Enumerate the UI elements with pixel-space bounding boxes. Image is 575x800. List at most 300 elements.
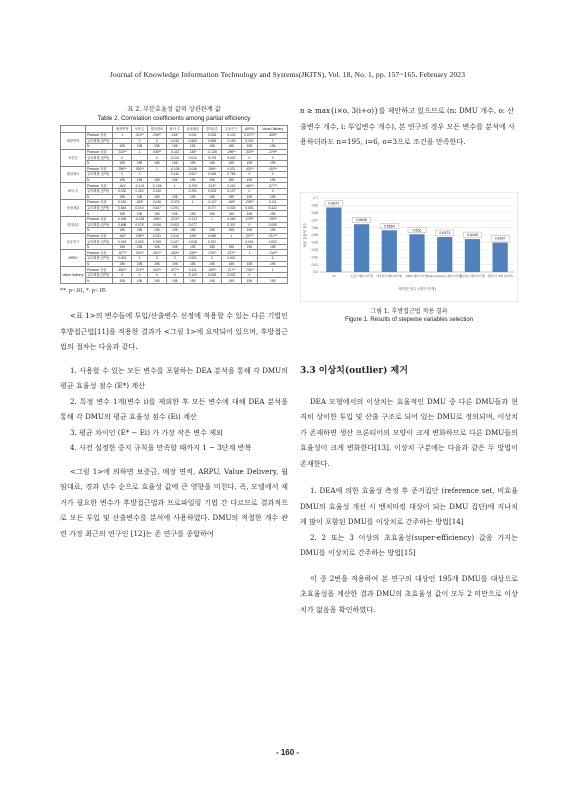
left-text: [60, 308, 288, 541]
table-cell: .183*: [132, 200, 147, 206]
table-cell: 195: [167, 278, 184, 284]
table-cell: .275**: [202, 250, 221, 256]
stat-label-cell: 유의확률 (양측): [86, 205, 113, 211]
table-cell: 195: [113, 244, 132, 250]
table-cell: 0.021: [222, 166, 241, 172]
table-cell: 0.337: [222, 222, 241, 228]
y-tick-label: 0.68: [311, 210, 318, 215]
table-cell: 195: [241, 211, 258, 217]
table-cell: 0.127: [167, 239, 184, 245]
table-cell: 195: [147, 160, 166, 166]
stat-label-cell: Pearson 상관: [86, 250, 113, 256]
table-cell: 195: [258, 278, 288, 284]
y-tick-label: 0.61: [311, 262, 318, 267]
table-cell: 0.337: [202, 239, 221, 245]
table-cell: 195: [132, 261, 147, 267]
table-cell: 0.021: [147, 233, 166, 239]
table-cell: 0.227**: [241, 133, 258, 139]
table-cell: 0.010: [183, 155, 202, 161]
table-header-cell: ARPU: [241, 126, 258, 133]
table-cell: .169*: [222, 200, 241, 206]
table-row: [61, 200, 288, 206]
table-cell: 195: [183, 228, 202, 234]
table-cell: 0.103: [222, 133, 241, 139]
table-cell: 195: [258, 261, 288, 267]
table-cell: 0: [241, 188, 258, 194]
table-cell: 0.075: [202, 155, 221, 161]
table-cell: 0.291: [167, 205, 184, 211]
bar: [437, 236, 452, 271]
table-cell: 0.028: [113, 216, 132, 222]
stat-label-cell: 유의확률 (양측): [86, 222, 113, 228]
table-cell: 0.698: [202, 138, 221, 144]
table-row: [61, 267, 288, 273]
table-cell: 195: [183, 177, 202, 183]
stat-label-cell: 유의확률 (양측): [86, 188, 113, 194]
table-cell: .377**: [167, 267, 184, 273]
table-cell: -0.128: [202, 149, 221, 155]
y-axis-label: 평균 효율성 점수: [303, 221, 307, 248]
table-cell: 195: [113, 211, 132, 217]
table-cell: 0: [147, 272, 166, 278]
x-tick-label: 월임대료 제외 (5단계): [459, 274, 486, 278]
table-cell: 195: [113, 228, 132, 234]
table-cell: 195: [222, 228, 241, 234]
paragraph: 이 중 2번을 적용하여 본 연구의 대상인 195개 DMU를 대상으로 초효율성을 계산한 결과 DMU의 초효율성 값이 모두 2 미만으로 이상치가 없음을 확인하였다.: [300, 573, 518, 614]
paragraph: 1. DEA에 의한 효율성 측정 후 준거집단 (reference set, 비효율 DMU의 효율성 개선 시 벤치마킹 대상이 되는 DMU 집단)에 지나치게 많이 포함된 DMU를 이상치로 간주하는 방법[14]: [300, 486, 518, 526]
table-cell: 195: [183, 211, 202, 217]
stat-label-cell: N: [86, 244, 113, 250]
stat-label-cell: N: [86, 278, 113, 284]
table-cell: .303**: [241, 149, 258, 155]
table-cell: .406**: [113, 267, 132, 273]
table-cell: 0.031: [183, 133, 202, 139]
table-cell: 195: [167, 261, 184, 267]
table-cell: 0.003: [202, 188, 221, 194]
stat-label-cell: Pearson 상관: [86, 267, 113, 273]
table-cell: 195: [258, 228, 288, 234]
table-cell: 0.031: [113, 200, 132, 206]
table-cell: 195: [241, 228, 258, 234]
stat-label-cell: 유의확률 (양측): [86, 155, 113, 161]
table-cell: 195: [167, 160, 184, 166]
variable-name-cell: 경과년수: [61, 216, 86, 233]
table-cell: 0: [132, 138, 147, 144]
table-cell: 195: [258, 211, 288, 217]
paragraph: <그림 1>에 의하면 보증금, 매장 면적, ARPU, Value Delivery, 월 임대료, 경과 년수 순으로 효율성 값에 큰 영향을 미친다. 즉, 모델에서 제거가 필요한 변수가 후방접근법과 프로파일링 기법 간 다르므로 결과적으로 모든 투입 및 산출변수를 분석에 사용하였다. DMU의 적절한 개수 관련 가장 최근의 연구인 [12]는 존 연구를 종합하여: [60, 466, 288, 538]
table-cell: 195: [222, 211, 241, 217]
bar-chart: [300, 192, 518, 302]
table-cell: 0: [132, 172, 147, 178]
table-cell: 0: [147, 256, 166, 262]
table-cell: .296**: [147, 133, 166, 139]
table-cell: 0.663: [113, 205, 132, 211]
table-cell: .199**: [258, 216, 288, 222]
table-cell: -0.106: [147, 183, 166, 189]
table-body: [61, 133, 288, 284]
table-cell: 195: [147, 211, 166, 217]
table-cell: 195: [258, 244, 288, 250]
variable-name-cell: 매장면적: [61, 133, 86, 150]
table-cell: 0.046: [147, 200, 166, 206]
table-cell: 0: [113, 272, 132, 278]
table-cell: 0.018: [222, 205, 241, 211]
table-cell: 0.001: [241, 138, 258, 144]
table-cell: 0.001: [183, 256, 202, 262]
variable-name-cell: 유동인구: [61, 233, 86, 250]
table-cell: 195: [113, 278, 132, 284]
table-cell: 0: [202, 256, 221, 262]
data-label: 0.6473: [439, 230, 451, 235]
table-cell: 0.110: [167, 233, 184, 239]
bar: [493, 242, 508, 271]
table-cell: 195: [113, 144, 132, 150]
table-cell: .228**: [241, 200, 258, 206]
table-cell: -0.076: [167, 200, 184, 206]
table-cell: 195: [167, 177, 184, 183]
table-cell: .303**: [132, 250, 147, 256]
y-tick-label: 0.65: [311, 232, 318, 237]
section-title: 3.3 이상치(outlier) 제거: [300, 365, 408, 376]
table-cell: 1: [183, 200, 202, 206]
table-cell: 0: [241, 155, 258, 161]
variable-name-cell: ARPU: [61, 250, 86, 267]
table-cell: .296**: [132, 233, 147, 239]
table-cell: 0: [167, 256, 184, 262]
table-cell: .275**: [241, 216, 258, 222]
table-cell: .401**: [147, 250, 166, 256]
table-cell: -0.076: [183, 183, 202, 189]
bar: [326, 207, 341, 271]
paragraph: <표 1>의 변수들에 투입/산출변수 선정에 적용할 수 있는 다른 기법인 후방접근법[11]을 적용한 결과가 <그림 1>에 요약되어 있으며, 후방접근법의 절차는 다음과 같다.: [60, 311, 288, 352]
table-cell: .196**: [202, 166, 221, 172]
table-cell: .227**: [113, 250, 132, 256]
table-cell: 195: [222, 261, 241, 267]
table-cell: 0.006: [147, 222, 166, 228]
table-cell: 195: [113, 160, 132, 166]
table-cell: 195: [202, 194, 221, 200]
table-row: [61, 183, 288, 189]
table-cell: 0.527: [147, 205, 166, 211]
table-cell: .183*: [183, 149, 202, 155]
variable-name-cell: 보증금: [61, 149, 86, 166]
table-cell: .217**: [258, 233, 288, 239]
stat-label-cell: N: [86, 228, 113, 234]
table-cell: 195: [241, 261, 258, 267]
table-cell: .313**: [132, 133, 147, 139]
table-cell: .217**: [222, 267, 241, 273]
table-cell: -0.113: [132, 183, 147, 189]
paragraph: 3. 평균 차이인 (E* − Ei) 가 가장 작은 변수 제외: [70, 427, 223, 437]
journal-header: Journal of Knowledge Information Technology and Systems(JKITS), Vol. 18, No. 1, pp. 157~165, February 2023: [109, 70, 466, 79]
table-row: [61, 233, 288, 239]
table-cell: 195: [147, 144, 166, 150]
table-cell: .401**: [241, 166, 258, 172]
table-cell: 195: [167, 144, 184, 150]
table-cell: 1: [147, 166, 166, 172]
y-tick-label: 0.64: [311, 240, 318, 245]
table-cell: 0: [132, 272, 147, 278]
table-cell: 195: [183, 144, 202, 150]
table-cell: -0.127: [183, 216, 202, 222]
table-cell: 195: [167, 211, 184, 217]
table-cell: 0: [147, 155, 166, 161]
table-header-row: [61, 126, 288, 133]
table-cell: 195: [202, 177, 221, 183]
table-row: [61, 138, 288, 144]
stat-label-cell: N: [86, 144, 113, 150]
y-tick-label: 0.6: [313, 269, 318, 274]
table-cell: .296**: [113, 166, 132, 172]
table-cell: 195: [241, 278, 258, 284]
table-row: [61, 149, 288, 155]
table-cell: 195: [222, 177, 241, 183]
bar: [409, 234, 424, 272]
table-header-cell: [86, 126, 113, 133]
table-cell: .227**: [241, 233, 258, 239]
table-cell: .196**: [147, 216, 166, 222]
table-cell: 0: [167, 272, 184, 278]
table-cell: 195: [147, 194, 166, 200]
paragraph: 1. 사용할 수 있는 모든 변수를 포함하는 DEA 분석을 통해 각 DMU의 평균 효율성 점수 (E*) 계산: [60, 365, 288, 391]
table-cell: 195: [241, 194, 258, 200]
variable-name-cell: 상권매출: [61, 200, 86, 217]
table-cell: .313**: [113, 149, 132, 155]
table-cell: 195: [132, 211, 147, 217]
table-cell: 0: [147, 138, 166, 144]
table-cell: .463**: [167, 250, 184, 256]
table-cell: 195: [183, 244, 202, 250]
table-cell: 0.000: [132, 239, 147, 245]
table-cell: 195: [202, 211, 221, 217]
table-header-cell: 유동인구: [222, 126, 241, 133]
table-cell: 195: [241, 144, 258, 150]
stat-label-cell: Pearson 상관: [86, 183, 113, 189]
table-cell: 195: [241, 160, 258, 166]
data-label: 0.6397: [494, 236, 506, 241]
stat-label-cell: Pearson 상관: [86, 200, 113, 206]
table-row: [61, 216, 288, 222]
table-cell: 0.001: [222, 256, 241, 262]
table-cell: .169*: [183, 233, 202, 239]
table-cell: 1: [132, 149, 147, 155]
table-cell: 195: [202, 160, 221, 166]
table-cell: 0: [258, 155, 288, 161]
table-cell: 0.115: [167, 155, 184, 161]
table-cell: .154*: [167, 133, 184, 139]
table-cell: 0.127: [222, 188, 241, 194]
table-cell: 195: [132, 144, 147, 150]
figure-caption-ko: 그림 1. 후방접근법 적용 결과: [370, 307, 448, 315]
page-number: - 160 -: [275, 748, 300, 757]
stat-label-cell: N: [86, 160, 113, 166]
table-cell: 0.122: [258, 205, 288, 211]
table-cell: 0: [258, 188, 288, 194]
table-header-cell: 상권매출: [183, 126, 202, 133]
stat-label-cell: 유의확률 (양측): [86, 272, 113, 278]
table-cell: 0.028: [202, 133, 221, 139]
stat-label-cell: Pearson 상관: [86, 149, 113, 155]
table-cell: 0.005: [258, 222, 288, 228]
table-cell: 0: [258, 138, 288, 144]
table-cell: 0.077: [202, 205, 221, 211]
table-cell: 195: [132, 244, 147, 250]
table-cell: .734**: [241, 267, 258, 273]
table-cell: 195: [132, 228, 147, 234]
table-cell: 195: [183, 261, 202, 267]
bar: [354, 224, 369, 272]
bar-chart-svg: [300, 192, 518, 302]
table-cell: 0.001: [113, 256, 132, 262]
table-cell: 0.046: [183, 166, 202, 172]
table-cell: 195: [183, 194, 202, 200]
paragraph: 2. 특정 변수 1개(변수 i)를 제외한 후 모든 변수에 대해 DEA 분석을 통해 각 DMU의 평균 효율성 점수 (Ei) 계산: [60, 396, 288, 422]
table-cell: -0.127: [202, 200, 221, 206]
significance-note: **. p<.01, *. p<.05: [60, 288, 106, 295]
table-cell: 0.110: [222, 183, 241, 189]
variable-name-cell: Value Delivery: [61, 267, 86, 284]
stat-label-cell: N: [86, 211, 113, 217]
table-cell: .463**: [241, 183, 258, 189]
table-cell: 0.002: [258, 239, 288, 245]
table-cell: 195: [258, 144, 288, 150]
table-cell: .406**: [258, 133, 288, 139]
stat-label-cell: 유의확률 (양측): [86, 138, 113, 144]
table-cell: 195: [202, 244, 221, 250]
table-cell: 0: [132, 256, 147, 262]
x-tick-label: Value Delivery 제외 (4단계): [427, 274, 462, 278]
table-cell: 195: [132, 177, 147, 183]
y-tick-label: 0.62: [311, 254, 318, 259]
table-header-cell: [61, 126, 86, 133]
table-cell: .930**: [147, 149, 166, 155]
table-cell: 195: [222, 144, 241, 150]
variable-name-cell: 월임대료: [61, 166, 86, 183]
table-cell: 195: [132, 194, 147, 200]
y-tick-label: 0.67: [311, 217, 318, 222]
table-cell: 195: [183, 160, 202, 166]
table-cell: 195: [132, 278, 147, 284]
table-cell: 1: [167, 183, 184, 189]
table-row: [61, 205, 288, 211]
table-header-cell: 보증금: [132, 126, 147, 133]
table-cell: 195: [222, 194, 241, 200]
table-cell: 0.140: [167, 172, 184, 178]
table-cell: 0: [113, 155, 132, 161]
stat-label-cell: N: [86, 261, 113, 267]
table-cell: 0: [241, 172, 258, 178]
table-cell: 195: [147, 177, 166, 183]
bar: [382, 230, 397, 272]
table-cell: -0.128: [132, 216, 147, 222]
x-tick-label: 매장면적 제외 (2단계): [376, 274, 402, 278]
table-cell: 0: [258, 172, 288, 178]
table-cell: 1: [241, 250, 258, 256]
table-row: [61, 278, 288, 284]
table-cell: .162*: [113, 233, 132, 239]
table-cell: 0.005: [202, 272, 221, 278]
stat-label-cell: Pearson 상관: [86, 166, 113, 172]
table-cell: .279**: [258, 149, 288, 155]
stat-label-cell: 유의확률 (양측): [86, 256, 113, 262]
table-cell: 1: [258, 267, 288, 273]
x-tick-label: All: [332, 274, 336, 278]
table-cell: 195: [202, 261, 221, 267]
table-cell: 0.111: [258, 200, 288, 206]
table-header-cell: Value Delivery: [258, 126, 288, 133]
table-cell: 195: [258, 160, 288, 166]
stat-label-cell: Pearson 상관: [86, 133, 113, 139]
table-cell: 0.018: [183, 239, 202, 245]
paragraph: DEA 모형에서의 이상치는 효율적인 DMU 중 다른 DMU들과 현격히 상이한 투입 및 산출 구조로 되어 있는 DMU로 정의되며, 이상치가 존재하면 생산 프론티어의 모양이 크게 변화하므로 다른 DMU들의 효율성이 크게 변화한다[13]. 이상치 구분에는 다음과 같은 두 방법이 존재한다.: [300, 396, 518, 468]
right-column: [300, 103, 518, 617]
table-cell: 0.032: [113, 188, 132, 194]
stat-label-cell: Pearson 상관: [86, 233, 113, 239]
table-cell: .734**: [258, 250, 288, 256]
table-cell: 0.069: [202, 233, 221, 239]
table-header-cell: 좌석 수: [167, 126, 184, 133]
table-cell: 0.769: [222, 172, 241, 178]
table-header-cell: 경과년수: [202, 126, 221, 133]
table-cell: 0.153: [222, 138, 241, 144]
table-header-cell: 월임대료: [147, 126, 166, 133]
table-cell: 0: [113, 172, 132, 178]
table-cell: 0.075: [132, 222, 147, 228]
table-cell: 195: [167, 194, 184, 200]
table-cell: .213**: [202, 183, 221, 189]
x-tick-label: 경과년수 제외 (6단계): [487, 274, 513, 278]
table-cell: .227**: [222, 250, 241, 256]
paragraph: n ≥ max{i×o, 3(i+o)}를 제안하고 있으므로 (n: DMU 개수, o: 산출변수 개수, i: 투입변수 개수), 본 연구의 경우 모든 변수를 분석에 사용하더라도 n=195, i=6, o=3으로 조건을 만족한다.: [300, 106, 515, 146]
x-axis-label: 제거된 변수 (제거 단계): [398, 286, 436, 291]
paragraph: 2. 2 또는 3 이상의 초효율성(super-efficiency) 값을 가지는 DMU를 이상치로 간주하는 방법[15]: [300, 532, 518, 557]
table-cell: 0.000: [222, 155, 241, 161]
table-cell: .402**: [258, 166, 288, 172]
table-cell: 0.032: [167, 138, 184, 144]
table-cell: 195: [183, 278, 202, 284]
data-label: 0.6646: [356, 217, 368, 222]
table-cell: 195: [202, 144, 221, 150]
table-cell: 195: [147, 261, 166, 267]
bar: [465, 239, 480, 272]
table-cell: 0.663: [183, 138, 202, 144]
table-cell: 0.698: [113, 222, 132, 228]
table-cell: 0.111: [183, 267, 202, 273]
table-caption-ko: 표 2. 부분효율성 값의 상관관계 값: [127, 106, 221, 113]
y-tick-label: 0.69: [311, 203, 318, 208]
table-cell: 0: [241, 272, 258, 278]
table-cell: 195: [202, 278, 221, 284]
data-label: 0.6445: [466, 232, 478, 237]
table-cell: .377**: [258, 183, 288, 189]
table-cell: 0.291: [183, 188, 202, 194]
table-cell: -0.113: [167, 149, 184, 155]
table-cell: 0: [241, 222, 258, 228]
table-cell: .296**: [222, 149, 241, 155]
y-tick-label: 0.63: [311, 247, 318, 252]
table-cell: 195: [167, 228, 184, 234]
data-label: 0.651: [412, 227, 422, 232]
table-cell: 0.024: [113, 239, 132, 245]
table-cell: 0.010: [132, 205, 147, 211]
table-cell: 195: [147, 278, 166, 284]
table-cell: 195: [258, 194, 288, 200]
table-cell: 1: [222, 233, 241, 239]
table-cell: 195: [113, 177, 132, 183]
table-cell: 195: [147, 244, 166, 250]
table-cell: 0.001: [241, 239, 258, 245]
table-cell: 0.003: [167, 222, 184, 228]
